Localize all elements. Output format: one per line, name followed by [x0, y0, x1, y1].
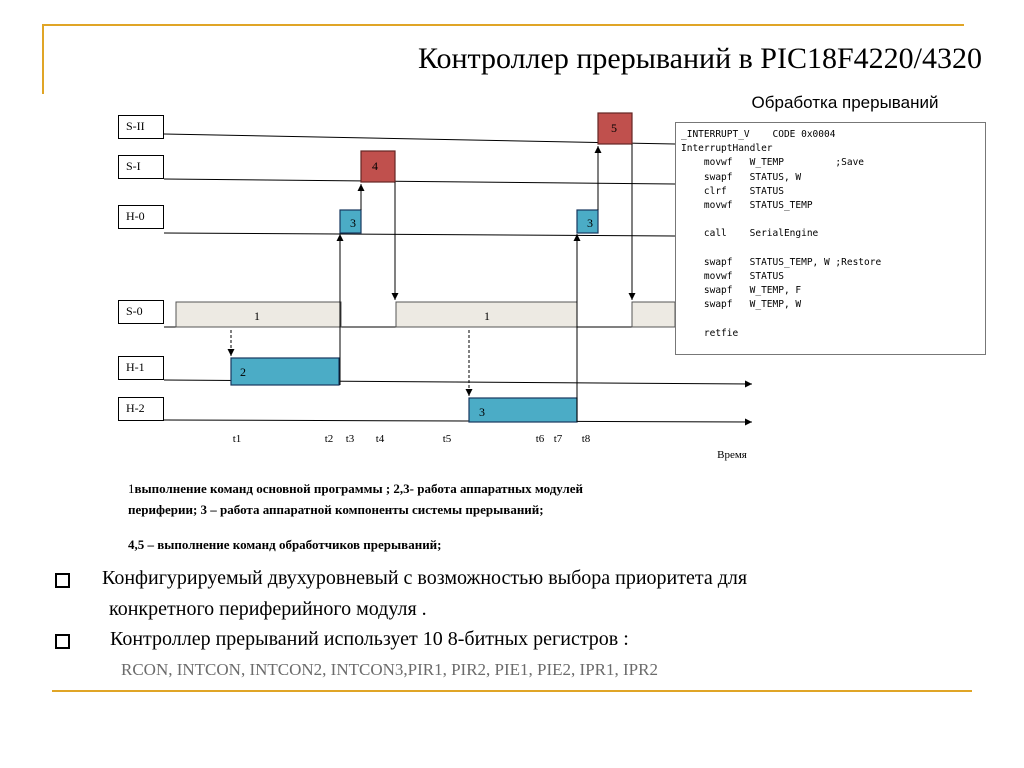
h2-block: [469, 398, 577, 422]
code-line: swapf W_TEMP, F: [681, 285, 802, 297]
code-line: _INTERRUPT_V CODE 0x0004: [681, 129, 836, 140]
time-label-t8: t8: [581, 433, 591, 445]
code-line: movwf W_TEMP ;Save: [681, 157, 865, 169]
code-line: swapf STATUS, W: [681, 171, 802, 183]
time-axis-label: Время: [717, 449, 747, 461]
h0-block-1-label: 3: [350, 216, 356, 230]
h2-baseline: [164, 420, 752, 422]
time-label-t7: t7: [553, 433, 563, 445]
checkbox-bullet-icon: [55, 573, 70, 588]
code-line: clrf STATUS: [681, 185, 784, 197]
legend-line-1-number: 1: [128, 481, 135, 496]
signal-label-h1: H-1: [118, 356, 164, 380]
sii-block-label: 5: [611, 121, 617, 135]
si-block-label: 4: [372, 159, 378, 173]
time-label-t6: t6: [535, 433, 545, 445]
slide-title: Контроллер прерываний в PIC18F4220/4320: [417, 42, 982, 75]
legend-line-1-text: выполнение команд основной программы ; 2,3- работа аппаратных модулей: [134, 481, 584, 496]
code-line: InterruptHandler: [681, 143, 773, 155]
bottom-accent-line: [52, 690, 972, 692]
code-line: swapf STATUS_TEMP, W ;Restore: [681, 256, 882, 268]
time-label-t4: t4: [375, 433, 385, 445]
code-line: [681, 312, 985, 326]
signal-label-sii: S-II: [118, 115, 164, 139]
code-line: call SerialEngine: [681, 228, 819, 240]
si-block: [361, 151, 395, 182]
time-label-t3: t3: [345, 433, 355, 445]
h0-block-2-label: 3: [587, 216, 593, 230]
h1-block: [231, 358, 339, 385]
code-panel: [675, 122, 986, 355]
code-line: swapf W_TEMP, W: [681, 299, 802, 311]
code-line: retfie: [681, 327, 739, 339]
signal-label-h2: H-2: [118, 397, 164, 421]
code-line: movwf STATUS: [681, 270, 784, 282]
s0-block-2-label: 1: [484, 309, 490, 323]
legend-line-3: 4,5 – выполнение команд обработчиков прерываний;: [128, 537, 442, 552]
code-line: [681, 213, 985, 227]
code-panel-title: Обработка прерываний: [751, 93, 939, 112]
bullet-item-2-text: Контроллер прерываний использует 10 8-битных регистров :: [110, 628, 629, 650]
s0-block-3: [632, 302, 675, 327]
signal-label-h0: H-0: [118, 205, 164, 229]
legend-line-1: [128, 481, 583, 497]
h2-block-label: 3: [479, 405, 485, 419]
time-label-t2: t2: [324, 433, 334, 445]
register-list: RCON, INTCON, INTCON2, INTCON3,PIR1, PIR2, PIE1, PIE2, IPR1, IPR2: [121, 660, 658, 679]
bullet-item-1-text: Конфигурируемый двухуровневый с возможностью выбора приоритета для: [102, 567, 748, 589]
code-line: movwf STATUS_TEMP: [681, 199, 813, 211]
code-line: [681, 242, 985, 256]
h1-block-label: 2: [240, 365, 246, 379]
legend-line-2: периферии; 3 – работа аппаратной компоненты системы прерываний;: [128, 502, 544, 517]
checkbox-bullet-icon: [55, 634, 70, 649]
bullet-item-1-continuation: конкретного периферийного модуля .: [109, 598, 427, 620]
signal-label-s0: S-0: [118, 300, 164, 324]
time-label-t5: t5: [442, 433, 452, 445]
time-label-t1: t1: [232, 433, 242, 445]
signal-label-si: S-I: [118, 155, 164, 179]
s0-block-1-label: 1: [254, 309, 260, 323]
